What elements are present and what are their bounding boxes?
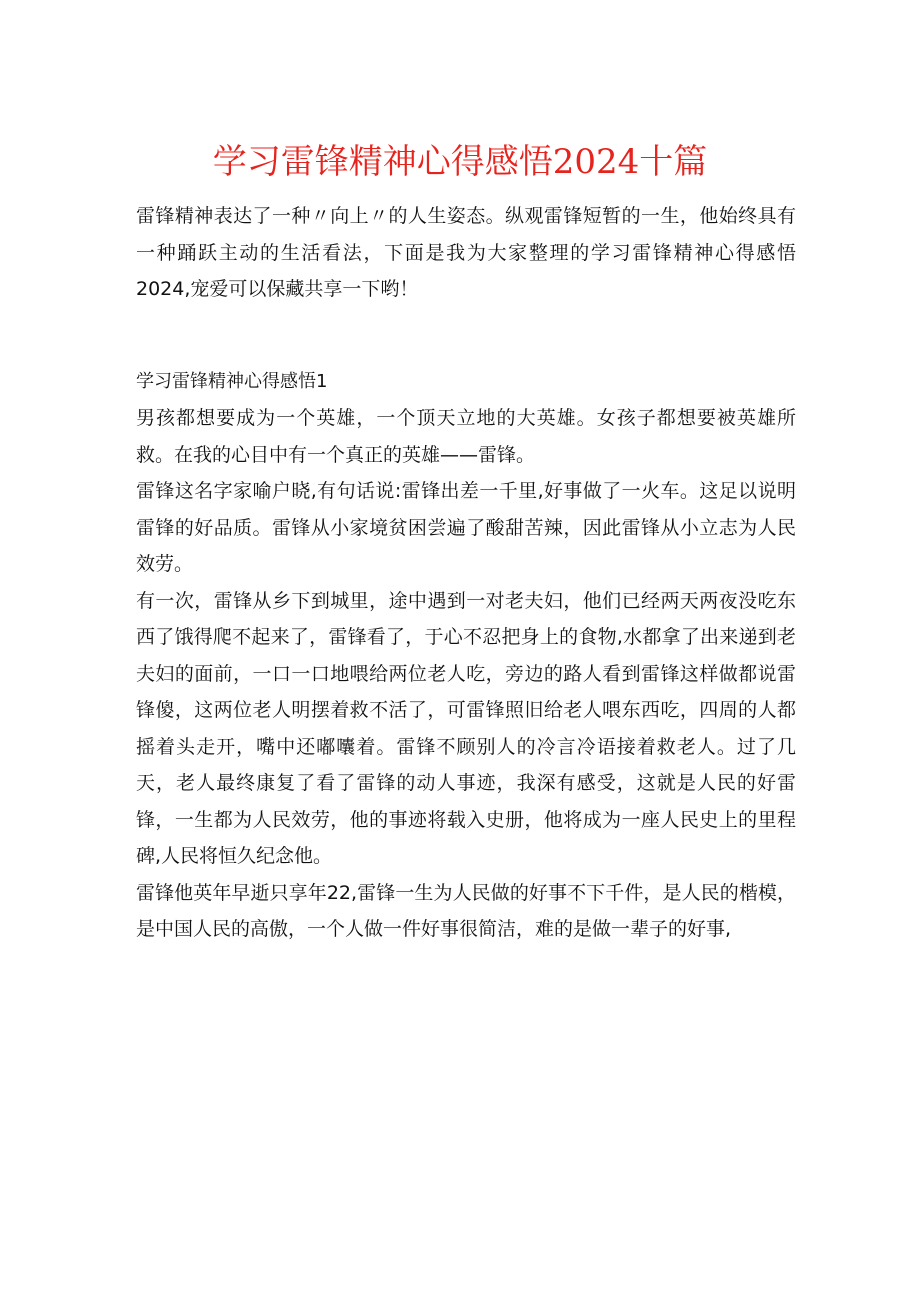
document-title: 学习雷锋精神心得感悟2024十篇 — [212, 142, 708, 182]
body-paragraph-1: 男孩都想要成为一个英雄，一个顶天立地的大英雄。女孩子都想要被英雄所救。在我的心目中有一个真正的英雄——雷锋。 — [136, 407, 796, 466]
section-heading: 学习雷锋精神心得感悟1 — [136, 370, 328, 392]
body-paragraph-2: 雷锋这名字家喻户晓,有句话说:雷锋出差一千里,好事做了一火车。这足以说明雷锋的好品质。雷锋从小家境贫困尝遍了酸甜苦辣，因此雷锋从小立志为人民效劳。 — [136, 480, 796, 575]
document-body — [136, 198, 796, 948]
body-paragraph-4: 雷锋他英年早逝只享年22,雷锋一生为人民做的好事不下千件，是人民的楷模，是中国人民的高傲，一个人做一件好事很简洁，难的是做一辈子的好事, — [136, 881, 796, 940]
intro-paragraph: 雷锋精神表达了一种〃向上〃的人生姿态。纵观雷锋短暂的一生，他始终具有一种踊跃主动的生活看法，下面是我为大家整理的学习雷锋精神心得感悟2024,宠爱可以保藏共享一下哟！ — [136, 205, 796, 300]
body-paragraph-3: 有一次，雷锋从乡下到城里，途中遇到一对老夫妇，他们已经两天两夜没吃东西了饿得爬不起来了，雷锋看了，于心不忍把身上的食物,水都拿了出来递到老夫妇的面前，一口一口地喂给两位老人吃，旁边的路人看到雷锋这样做都说雷锋傻，这两位老人明摆着救不活了，可雷锋照旧给老人喂东西吃，四周的人都摇着头走开，嘴中还嘟囔着。雷锋不顾别人的冷言冷语接着救老人。过了几天，老人最终康复了看了雷锋的动人事迹，我深有感受，这就是人民的好雷锋，一生都为人民效劳，他的事迹将载入史册，他将成为一座人民史上的里程碑,人民将恒久纪念他。 — [136, 589, 796, 867]
